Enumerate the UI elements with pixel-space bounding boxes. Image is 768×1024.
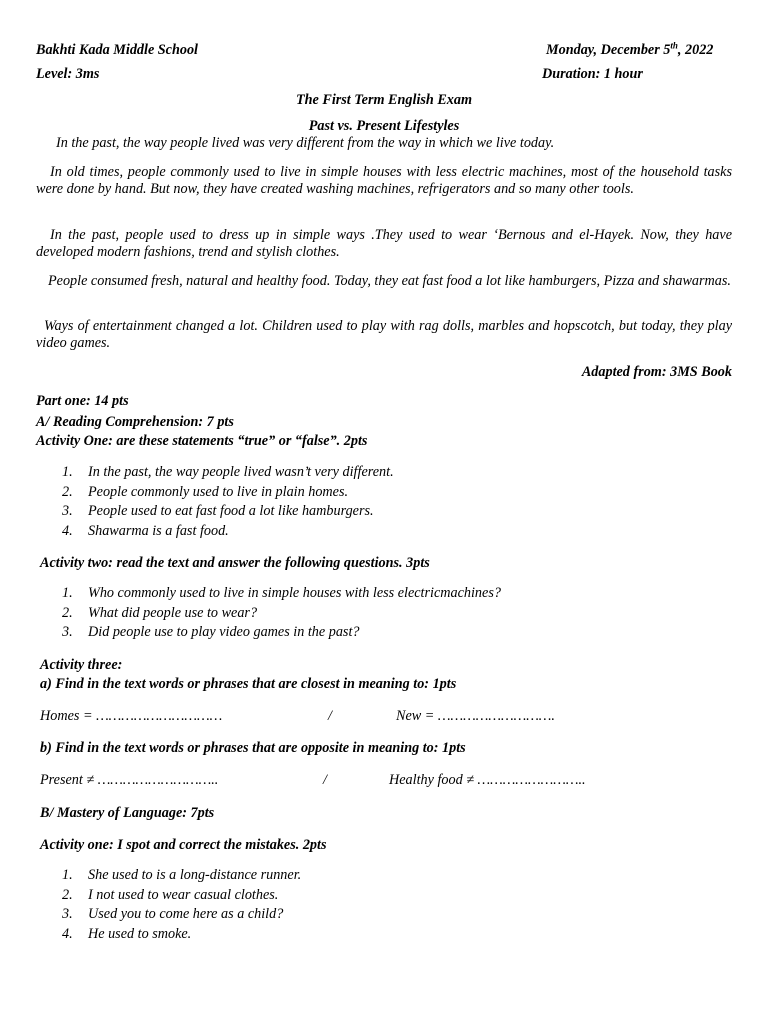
list-item: 2. People commonly used to live in plain homes.: [62, 483, 349, 500]
antonym-fill-row: [40, 772, 218, 789]
activity-three-title: Activity three:: [40, 657, 123, 673]
activity-two-title: Activity two: read the text and answer the following questions. 3pts: [40, 555, 430, 571]
list-item: 4. He used to smoke.: [62, 926, 192, 943]
mistakes-list: [62, 867, 301, 946]
part-one-title: Part one: 14 pts: [36, 393, 129, 409]
level: Level: 3ms: [36, 66, 100, 82]
list-item: 3. People used to eat fast food a lot like hamburgers.: [62, 503, 374, 520]
list-item: 1. She used to is a long-distance runner.: [62, 867, 302, 883]
duration: Duration: 1 hour: [542, 66, 643, 82]
activity-one-list: [62, 464, 394, 543]
paragraph-4: People consumed fresh, natural and healthy food. Today, they eat fast food a lot like hamburgers, Pizza and shawarmas.: [48, 273, 731, 289]
text-title: Past vs. Present Lifestyles: [308, 118, 460, 134]
list-item: 1. In the past, the way people lived wasn’t very different.: [62, 464, 394, 480]
paragraph-1: In the past, the way people lived was very different from the way in which we live today.: [56, 135, 555, 151]
list-item: 4. Shawarma is a fast food.: [62, 523, 229, 540]
source-credit: Adapted from: 3MS Book: [581, 364, 732, 380]
activity-b-one-title: Activity one: I spot and correct the mistakes. 2pts: [40, 837, 327, 853]
separator: /: [328, 708, 332, 724]
homes-blank[interactable]: Homes = …………………………: [40, 708, 223, 724]
list-item: 3. Did people use to play video games in the past?: [62, 624, 360, 641]
paragraph-5: Ways of entertainment changed a lot. Children used to play with rag dolls, marbles and hopscotch, but today, they play video games.: [36, 318, 732, 351]
exam-title: The First Term English Exam: [295, 92, 473, 108]
school-name: Bakhti Kada Middle School: [36, 42, 198, 58]
activity-three-b-title: b) Find in the text words or phrases that are opposite in meaning to: 1pts: [40, 740, 466, 756]
section-b-title: B/ Mastery of Language: 7pts: [40, 805, 215, 821]
activity-one-title: Activity One: are these statements “true” or “false”. 2pts: [36, 433, 368, 449]
synonym-fill-row: [40, 708, 222, 725]
list-item: 3. Used you to come here as a child?: [62, 906, 284, 923]
activity-three-a-title: a) Find in the text words or phrases that are closest in meaning to: 1pts: [40, 676, 457, 692]
present-blank[interactable]: Present ≠ ………………………..: [40, 772, 219, 788]
activity-two-list: [62, 585, 501, 644]
paragraph-3: In the past, people used to dress up in simple ways .They used to wear ‘Bernous and el-Hayek. Now, they have developed modern fashions, trend and stylish clothes.: [36, 227, 732, 260]
section-a-title: A/ Reading Comprehension: 7 pts: [36, 414, 234, 430]
paragraph-2: In old times, people commonly used to live in simple houses with less electric machines, most of the household tasks were done by hand. But now, they have created washing machines, refrigerators and so many other tools.: [36, 164, 732, 197]
list-item: 2. I not used to wear casual clothes.: [62, 886, 279, 903]
healthy-food-blank[interactable]: Healthy food ≠ ……………………..: [389, 772, 586, 788]
list-item: 1. Who commonly used to live in simple houses with less electricmachines?: [62, 585, 501, 601]
exam-date: Monday, December 5th, 2022: [546, 40, 714, 58]
new-blank[interactable]: New = ……………………….: [396, 708, 555, 724]
separator: /: [323, 772, 327, 788]
list-item: 2. What did people use to wear?: [62, 604, 258, 621]
